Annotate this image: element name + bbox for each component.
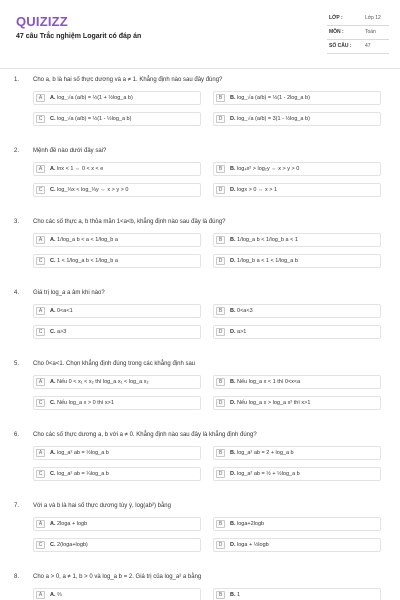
option-letter: D (216, 257, 225, 265)
option-letter: D (216, 186, 225, 194)
option-text: 1 (237, 592, 241, 598)
option-b[interactable]: B B. Nếu log_a x < 1 thì 0<x<a (213, 375, 381, 389)
option-letter: D (216, 115, 225, 123)
option-a[interactable]: A A. lnx < 1 ⇔ 0 < x < e (33, 162, 201, 176)
option-letter: B (216, 236, 225, 244)
option-letter: B (216, 591, 225, 599)
question-number: 8. (14, 574, 20, 580)
option-c[interactable]: C C. 2(loga+logb) (33, 538, 201, 552)
option-letter: B (216, 165, 225, 173)
question-text: Cho a, b là hai số thực dương và a ≠ 1. Khẳng định nào sau đây đúng? (33, 77, 223, 83)
meta-count (327, 40, 389, 54)
option-b[interactable]: B B. log_√a (a/b) = ½(1 - 2log_a b) (213, 91, 381, 105)
meta-subject (327, 26, 389, 40)
meta-value: 47 (365, 43, 371, 49)
option-d[interactable]: D D. log_√a (a/b) = 3(1 - ½log_a b) (213, 112, 381, 126)
question-text: Với a và b là hai số thực dương tùy ý, log(ab²) bằng (33, 503, 171, 509)
meta-key: SỐ CÂU : (329, 43, 352, 49)
question-8 (0, 574, 400, 600)
option-d[interactable]: D D. 1/log_b a < 1 < 1/log_a b (213, 254, 381, 268)
option-text: a>1 (237, 329, 247, 335)
option-text: 1/log_a b < 1/log_b a < 1 (237, 237, 298, 243)
option-text: log₄x² > log₂y ⇔ x > y > 0 (237, 166, 300, 172)
option-text: 0<a<3 (237, 308, 253, 314)
question-text: Cho 0<a<1. Chọn khẳng định đúng trong các khẳng định sau (33, 361, 196, 367)
option-a[interactable]: A A. Nếu 0 < x₁ < x₂ thì log_a x₁ < log_a x₂ (33, 375, 201, 389)
option-b[interactable]: B B. log_a² ab = 2 + log_a b (213, 446, 381, 460)
option-a[interactable]: A A. 0<a<1 (33, 304, 201, 318)
question-number: 1. (14, 77, 20, 83)
option-letter: D (216, 328, 225, 336)
option-letter: D (216, 470, 225, 478)
option-text: log_a² ab = ½ + ½log_a b (237, 471, 300, 477)
question-1 (0, 77, 400, 148)
option-letter: B (216, 378, 225, 386)
option-text: 1 < 1/log_a b < 1/log_b a (57, 258, 118, 264)
meta-value: Toán (365, 29, 376, 35)
option-letter: C (36, 541, 45, 549)
option-letter: A (36, 378, 45, 386)
question-3 (0, 219, 400, 290)
option-letter: C (36, 470, 45, 478)
question-number: 2. (14, 148, 20, 154)
document-title: 47 câu Trắc nghiệm Logarit có đáp án (16, 33, 142, 40)
option-text: Nếu 0 < x₁ < x₂ thì log_a x₁ < log_a x₂ (57, 379, 149, 385)
option-letter: C (36, 257, 45, 265)
question-text: Cho a > 0, a ≠ 1, b > 0 và log_a b = 2. Giá trị của log_a² a bằng (33, 574, 202, 580)
option-a[interactable]: A A. log_a² ab = ½log_a b (33, 446, 201, 460)
question-number: 4. (14, 290, 20, 296)
option-text: loga + ½logb (237, 542, 269, 548)
document-meta (327, 12, 389, 54)
question-text: Cho các số thực a, b thỏa mãn 1<a<b, khẳng định nào sau đây là đúng? (33, 219, 226, 225)
option-letter: C (36, 186, 45, 194)
question-number: 7. (14, 503, 20, 509)
meta-key: MÔN : (329, 29, 344, 35)
option-c[interactable]: C C. Nếu log_a x > 0 thì x>1 (33, 396, 201, 410)
option-text: 2(loga+logb) (57, 542, 88, 548)
question-4 (0, 290, 400, 361)
option-text: a>3 (57, 329, 67, 335)
option-letter: D (216, 399, 225, 407)
question-text: Giá trị log_a a âm khi nào? (33, 290, 105, 296)
option-text: log_a² ab = ½log_a b (57, 450, 109, 456)
option-b[interactable]: B B. 1/log_a b < 1/log_b a < 1 (213, 233, 381, 247)
option-letter: A (36, 449, 45, 457)
option-text: Nếu log_a x > log_a x² thì x>1 (237, 400, 311, 406)
option-text: 2loga + logb (57, 521, 88, 527)
meta-value: Lớp 12 (365, 15, 381, 21)
quizizz-logo[interactable]: QUIZIZZ (16, 14, 68, 29)
option-c[interactable]: C C. log_⅓x < log_⅓y ⇔ x > y > 0 (33, 183, 201, 197)
option-text: log_√a (a/b) = ½(1 + ½log_a b) (57, 95, 133, 101)
option-text: 0<a<1 (57, 308, 73, 314)
option-c[interactable]: C C. a>3 (33, 325, 201, 339)
option-text: log_a² ab = ¼log_a b (57, 471, 109, 477)
question-text: Mệnh đề nào dưới đây sai? (33, 148, 107, 154)
option-d[interactable]: D D. a>1 (213, 325, 381, 339)
option-b[interactable]: B B. 0<a<3 (213, 304, 381, 318)
option-b[interactable]: B B. 1 (213, 588, 381, 600)
option-letter: A (36, 591, 45, 599)
option-letter: C (36, 399, 45, 407)
option-letter: A (36, 94, 45, 102)
question-number: 3. (14, 219, 20, 225)
option-text: log_⅓x < log_⅓y ⇔ x > y > 0 (57, 187, 129, 193)
option-text: log_√a (a/b) = ½(1 - ½log_a b) (57, 116, 132, 122)
option-d[interactable]: D D. loga + ½logb (213, 538, 381, 552)
option-a[interactable]: A A. 2loga + logb (33, 517, 201, 531)
page-header (0, 0, 400, 68)
option-text: loga+2logb (237, 521, 265, 527)
option-letter: C (36, 115, 45, 123)
option-letter: B (216, 307, 225, 315)
option-d[interactable]: D D. logx > 0 ⇔ x > 1 (213, 183, 381, 197)
option-c[interactable]: C C. 1 < 1/log_a b < 1/log_b a (33, 254, 201, 268)
option-c[interactable]: C C. log_√a (a/b) = ½(1 - ½log_a b) (33, 112, 201, 126)
option-letter: C (36, 328, 45, 336)
meta-key: LỚP : (329, 15, 343, 21)
question-2 (0, 148, 400, 219)
question-5 (0, 361, 400, 432)
option-letter: B (216, 449, 225, 457)
option-d[interactable]: D D. Nếu log_a x > log_a x² thì x>1 (213, 396, 381, 410)
option-text: ⅔ (57, 592, 62, 598)
option-a[interactable]: A A. ⅔ (33, 588, 201, 600)
option-letter: D (216, 541, 225, 549)
option-text: log_√a (a/b) = 3(1 - ½log_a b) (237, 116, 310, 122)
option-letter: B (216, 520, 225, 528)
option-text: 1/log_b a < 1 < 1/log_a b (237, 258, 298, 264)
question-list (0, 77, 400, 600)
option-text: lnx < 1 ⇔ 0 < x < e (57, 166, 104, 172)
option-letter: A (36, 307, 45, 315)
option-c[interactable]: C C. log_a² ab = ¼log_a b (33, 467, 201, 481)
option-letter: B (216, 94, 225, 102)
meta-class (327, 12, 389, 26)
option-text: logx > 0 ⇔ x > 1 (237, 187, 278, 193)
option-b[interactable]: B B. log₄x² > log₂y ⇔ x > y > 0 (213, 162, 381, 176)
header-divider (0, 68, 400, 69)
option-a[interactable]: A A. log_√a (a/b) = ½(1 + ½log_a b) (33, 91, 201, 105)
question-7 (0, 503, 400, 574)
option-text: Nếu log_a x > 0 thì x>1 (57, 400, 114, 406)
option-letter: A (36, 520, 45, 528)
option-letter: A (36, 165, 45, 173)
option-d[interactable]: D D. log_a² ab = ½ + ½log_a b (213, 467, 381, 481)
option-text: log_a² ab = 2 + log_a b (237, 450, 294, 456)
option-b[interactable]: B B. loga+2logb (213, 517, 381, 531)
option-a[interactable]: A A. 1/log_a b < a < 1/log_b a (33, 233, 201, 247)
option-text: Nếu log_a x < 1 thì 0<x<a (237, 379, 301, 385)
question-number: 5. (14, 361, 20, 367)
question-number: 6. (14, 432, 20, 438)
question-text: Cho các số thực dương a, b với a ≠ 0. Khẳng định nào sau đây là khẳng định đúng? (33, 432, 257, 438)
option-text: 1/log_a b < a < 1/log_b a (57, 237, 118, 243)
option-letter: A (36, 236, 45, 244)
question-6 (0, 432, 400, 503)
option-text: log_√a (a/b) = ½(1 - 2log_a b) (237, 95, 310, 101)
